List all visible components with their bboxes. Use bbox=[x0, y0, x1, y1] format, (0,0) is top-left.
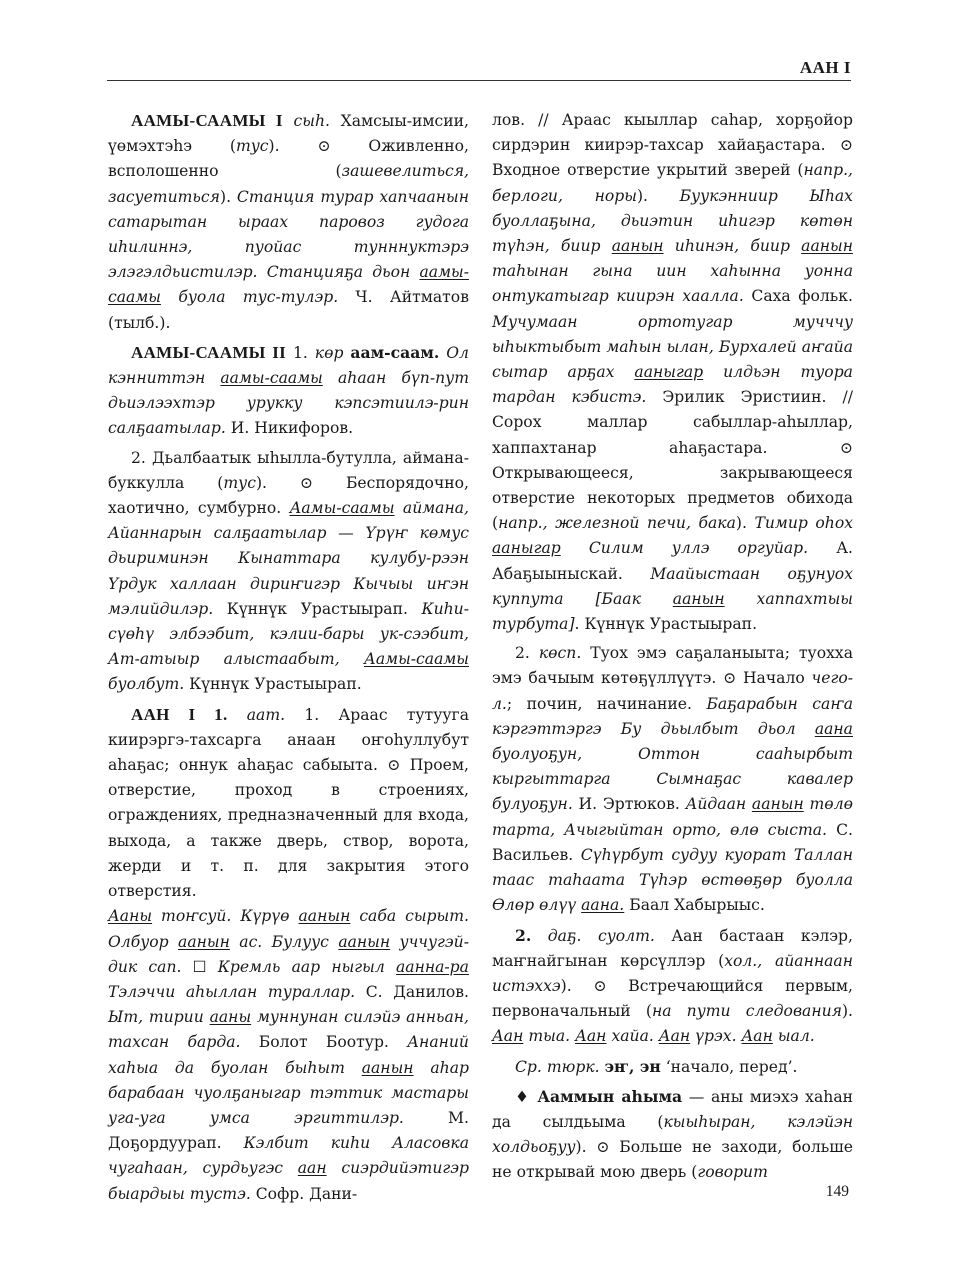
reference-word: аам-саам. bbox=[350, 342, 440, 362]
sense-number: 1. bbox=[292, 343, 308, 362]
source: Баал Хабырыыс. bbox=[629, 896, 765, 915]
definition-russian: Начало bbox=[742, 669, 805, 688]
punct: ). bbox=[268, 137, 280, 156]
example: хайа. bbox=[611, 1027, 654, 1046]
reference-label: көр bbox=[314, 343, 344, 362]
example-keyword: аанын bbox=[338, 932, 391, 951]
sense-number: 1. bbox=[304, 705, 320, 724]
definition-note: на пути следования bbox=[651, 1002, 842, 1021]
etymology-gloss: ‘начало, перед’. bbox=[665, 1057, 798, 1076]
definition-russian: Встречающийся первым, первоначальный ( bbox=[492, 976, 853, 1021]
example-keyword: Аамы-саамы bbox=[364, 650, 469, 669]
example-keyword: Ааны bbox=[108, 907, 153, 926]
dash: — bbox=[688, 1087, 705, 1106]
example: аһар барабаан чуолҕаныгар тэттик мастары уга-уга умса эргиттилэр. bbox=[108, 1058, 469, 1127]
etymology bbox=[492, 1054, 853, 1080]
example-keyword: аанын bbox=[672, 589, 725, 608]
source: Күннүк Урастыырап. bbox=[189, 675, 362, 694]
example-keyword: Аан bbox=[658, 1027, 691, 1046]
definition-sakha: Сорох маллар сабыллар-аһыллар, хаппахтанар аһаҕастара. bbox=[492, 413, 853, 457]
source: лов. bbox=[492, 111, 526, 129]
entry-aan-1-sense-2 bbox=[492, 641, 853, 918]
usage-label: тус bbox=[235, 137, 269, 156]
example-keyword: аан bbox=[297, 1159, 327, 1178]
example-keyword: Аамы-саамы bbox=[289, 499, 395, 518]
source: И. Эртюков. bbox=[578, 795, 680, 814]
example-keyword: Аан bbox=[741, 1027, 773, 1046]
example-keyword: аанын bbox=[611, 237, 664, 256]
punct: ). bbox=[575, 1138, 587, 1157]
headword: ААМЫ-СААМЫ I bbox=[131, 111, 283, 130]
headword: ААМЫ-СААМЫ II bbox=[131, 342, 287, 362]
translation-marker-icon: ⊙ bbox=[317, 137, 331, 156]
definition-russian: Оживленно, всполошенно ( bbox=[108, 137, 469, 181]
example: Силим уллэ оргуйар. bbox=[588, 539, 809, 558]
example-keyword: аанын bbox=[178, 932, 230, 951]
definition-sakha: Хамсыы-имсии, үөмэхтэһэ ( bbox=[108, 112, 469, 156]
page-number: 149 bbox=[825, 1183, 849, 1200]
source: Саха фольк. bbox=[751, 287, 854, 306]
definition-sakha: Араас тутууга киирэргэ-тахсарга анаан оҥоһуллубут аһаҕас; оннук аһаҕас сабыыта. bbox=[108, 705, 470, 775]
example: Ол кэнниттэн bbox=[108, 343, 469, 388]
example-keyword: Аан bbox=[575, 1027, 607, 1046]
example: Баҕарабын саҥа кэргэттэргэ Бу дьылбыт дьол bbox=[492, 694, 853, 738]
example: Кэлбит киһи Аласовка чугаһаан, сурдьугэс bbox=[108, 1134, 469, 1178]
punct: ). bbox=[560, 976, 572, 995]
example: буолбут. bbox=[108, 675, 185, 694]
source: С. Васильев. bbox=[492, 820, 853, 864]
pos-label: сыһ. bbox=[293, 112, 330, 130]
definition-sakha: Аан бастаан кэлэр, маҥнайгынан көрсүллэр ( bbox=[492, 926, 853, 970]
example: тыа. bbox=[528, 1027, 571, 1046]
pos-label: көсп. bbox=[538, 644, 582, 663]
example: Кремль аар ныгыл bbox=[217, 957, 385, 976]
entry-aan-1-homonym-2 bbox=[492, 923, 853, 1050]
example: муннунан силэйэ анньан, тахсан барда. bbox=[108, 1008, 469, 1052]
definition-russian: Больше не заходи, больше не открывай мою дверь ( bbox=[492, 1138, 853, 1182]
example-keyword: аана bbox=[814, 719, 853, 738]
punct: ). bbox=[841, 1002, 854, 1021]
example: Мучумаан ортотугар мучччу ыһыктыбыт маһын ылан, Бурхалей аҥайа сытар арҕах bbox=[492, 312, 853, 382]
definition-russian: Беспорядочно, хаотично, сумбурно. bbox=[108, 473, 469, 518]
source: А. Абаҕыыныскай. bbox=[492, 539, 853, 583]
translation-marker-icon: ⊙ bbox=[299, 473, 313, 492]
example-keyword: Аан bbox=[492, 1027, 524, 1046]
example: саба сырыт. Олбуор bbox=[108, 907, 469, 951]
punct: ). bbox=[219, 187, 232, 206]
sense-number: 2. bbox=[515, 644, 530, 663]
source: Күннүк Урастыырап. bbox=[226, 599, 408, 618]
header-rule bbox=[107, 80, 851, 81]
punct: ). bbox=[255, 473, 267, 492]
definition-note: напр., берлоги, норы bbox=[492, 161, 853, 205]
definition-russian: Открывающееся, закрывающееся отверстие некоторых предметов обихода ( bbox=[492, 463, 853, 533]
example: Ананий хаһыа да буолан быһыт bbox=[108, 1033, 469, 1077]
source: Эрилик Эристиин. bbox=[662, 388, 827, 407]
example-keyword: аанын bbox=[361, 1058, 414, 1077]
etymology-words: эҥ, эн bbox=[604, 1056, 661, 1076]
example-keyword: ааныгар bbox=[634, 363, 704, 382]
punct: ). bbox=[636, 186, 648, 205]
example: ас. Булуус bbox=[239, 932, 329, 951]
translation-marker-icon: ⊙ bbox=[387, 756, 401, 775]
example: Айдаан bbox=[685, 795, 747, 814]
example: ыал. bbox=[777, 1027, 815, 1046]
entry-aan-1-continued bbox=[492, 108, 853, 637]
translation-marker-icon: ⊙ bbox=[596, 1138, 610, 1157]
phraseology-box-icon: ☐ bbox=[192, 957, 207, 976]
subsense-separator: // bbox=[538, 111, 549, 129]
pos-label: аат. bbox=[246, 705, 286, 724]
example: үрэх. bbox=[695, 1027, 737, 1046]
example-keyword: аана. bbox=[581, 896, 625, 915]
example: таһынан гына иин хаһынна уонна онтукатыгар киирэн хаалла. bbox=[492, 262, 853, 306]
example: тоҥсуй. Күрүө bbox=[161, 907, 290, 926]
diamond-icon: ♦ bbox=[515, 1087, 531, 1106]
example: Станция турар хапчаанын сатарытан ыраах паровоз гудога иһилиннэ, пуойас тунннуктэрэ элэгэлдьистилэр. Станцияҕа дьон bbox=[108, 187, 469, 282]
punct: ). bbox=[735, 514, 747, 533]
left-column bbox=[108, 108, 469, 1207]
entry-aan-1 bbox=[108, 702, 469, 905]
example-keyword: аамы-саамы bbox=[108, 263, 469, 307]
example-keyword: аанна-ра bbox=[395, 957, 469, 976]
definition-note: чего-л. bbox=[492, 669, 853, 713]
definition-note: кыыһыран, кэлэйэн холдьоҕуу bbox=[492, 1112, 853, 1157]
running-head: ААН I bbox=[799, 58, 851, 77]
example-keyword: аанын bbox=[298, 907, 351, 926]
example: Буукэнниир Ыһах буоллаҕына, дьиэтин иһигэр көтөн түһэн, биир bbox=[492, 186, 853, 256]
example: аймана, Айаннарын салҕаатылар — Үрүҥ көмус дьириминэн Кынаттара кулубу-рээн Үрдук халлаан дириҥигэр Кычыы иҥэн мэлийдилэр. bbox=[108, 499, 469, 618]
entry-aamy-saamy-2-sense-2 bbox=[108, 446, 469, 698]
example: буолуоҕун, Оттон сааһырбыт кыргыттарга Сымнаҕас кавалер булуоҕун. bbox=[492, 745, 853, 814]
sense-number: 2. bbox=[131, 448, 146, 467]
definition-russian: Проем, отверстие, проход в строениях, ограждениях, предназначенный для входа, выхода, а также дверь, створ, ворота, жерди и т. п. для закрытия этого отверстия. bbox=[108, 756, 469, 901]
entry-aan-1-examples bbox=[108, 904, 469, 1206]
definition-note: напр., железной печи, бака bbox=[498, 514, 736, 533]
usage-label: тус bbox=[223, 473, 256, 492]
example: буола тус-тулэр. bbox=[178, 288, 339, 307]
idiom-phrase: Ааммын аһыма bbox=[537, 1086, 683, 1106]
source: М. Доҕордуурап. bbox=[108, 1108, 469, 1153]
example-keyword: аамы-саамы bbox=[220, 369, 323, 388]
example: төлө тарта, Ачыгыйтан орто, өлө сыста. bbox=[492, 795, 854, 839]
source: С. Данилов. bbox=[365, 982, 469, 1001]
example: Маайыстаан оҕунуох куппута [Баак bbox=[492, 564, 853, 608]
example: хаппахтыы турбута]. bbox=[492, 589, 853, 634]
example: Сүһүрбут судуу куорат Таллан таас таһаата Түһэр өстөөҕөр буолла Өлөр өлүү bbox=[492, 845, 853, 915]
definition-russian: ; почин, начинание. bbox=[506, 694, 692, 713]
source: Софр. Дани- bbox=[255, 1184, 358, 1203]
example-keyword: аанын bbox=[751, 795, 804, 814]
example: Тэлэччи аһыллан тураллар. bbox=[108, 982, 356, 1001]
translation-marker-icon: ⊙ bbox=[839, 136, 853, 155]
entry-aamy-saamy-1 bbox=[108, 108, 469, 336]
translation-marker-icon: ⊙ bbox=[723, 669, 737, 688]
pos-label: даҕ. суолт. bbox=[547, 926, 655, 945]
definition-russian: Входное отверстие укрытий зверей ( bbox=[492, 161, 804, 180]
example-keyword: ааныгар bbox=[492, 539, 561, 558]
example: сиэрдийэтигэр быардыы тустэ. bbox=[108, 1159, 469, 1203]
example: илдьэн туора тардан кэбистэ. bbox=[492, 363, 853, 407]
sense-number: 2. bbox=[515, 925, 532, 945]
example-keyword: ааны bbox=[209, 1008, 252, 1027]
definition-note: говорит bbox=[697, 1163, 768, 1182]
entry-aamy-saamy-2 bbox=[108, 340, 469, 442]
example: Ыт, тирии bbox=[108, 1008, 204, 1027]
example: Киһи-сүөһү элбээбит, кэлии-бары ук-сээбит, Ат-атыыр алыстаабыт, bbox=[108, 599, 469, 669]
example: аһаан бүп-пут дьиэлээхтэр урукку кэпсэтиилэ-рин салҕаатылар. bbox=[108, 369, 469, 438]
example: иһинэн, биир bbox=[674, 237, 790, 256]
definition-sakha: Дьалбаатык ыһылла-бутулла, аймана-буккулла ( bbox=[108, 448, 469, 492]
subsense-separator: // bbox=[842, 388, 853, 407]
right-column bbox=[492, 108, 853, 1186]
source: Күннүк Урастыырап. bbox=[584, 615, 758, 634]
etymology-label: Ср. тюрк. bbox=[515, 1057, 600, 1076]
definition-note: хол., айаннаан истэххэ bbox=[492, 951, 853, 995]
definition-note: зашевелиться, засуетиться bbox=[108, 162, 469, 206]
example-keyword: аанын bbox=[801, 237, 853, 256]
source: Болот Боотур. bbox=[258, 1033, 389, 1052]
definition-sakha: Араас кыыллар саһар, хорҕойор сирдэрин киирэр-тахсар хайаҕастара. bbox=[492, 111, 853, 155]
translation-marker-icon: ⊙ bbox=[593, 976, 607, 995]
idiom-entry bbox=[492, 1084, 853, 1186]
definition-sakha: аны миэхэ хаһан да сылдьыма ( bbox=[492, 1087, 854, 1131]
definition-sakha: Туох эмэ саҕаланыыта; туохха эмэ бачыым көтөҕүллүүтэ. bbox=[492, 644, 853, 688]
example: Тимир оһох bbox=[754, 514, 854, 533]
translation-marker-icon: ⊙ bbox=[839, 438, 853, 457]
source: Ч. Айтматов (тылб.). bbox=[108, 288, 469, 332]
headword: ААН I 1. bbox=[131, 704, 228, 724]
source: И. Никифоров. bbox=[230, 419, 354, 438]
example: уччугэй-дик сап. bbox=[108, 932, 469, 976]
